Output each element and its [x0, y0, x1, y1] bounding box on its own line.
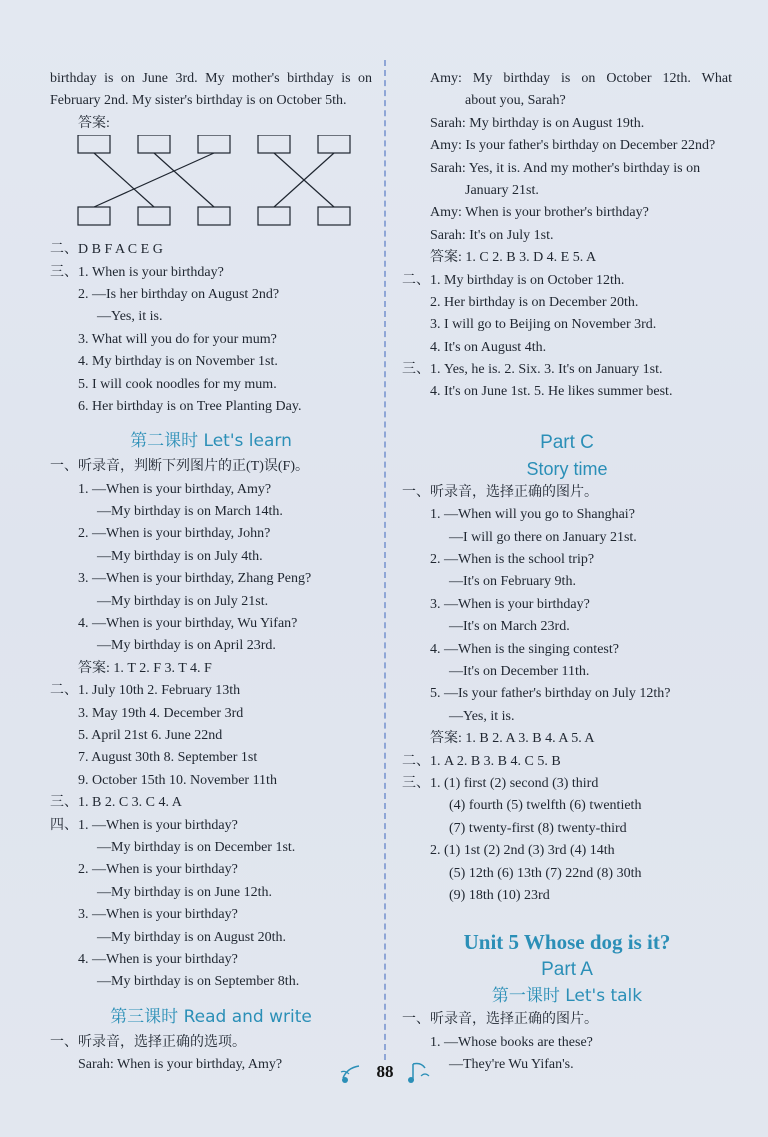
text-line: 6. Her birthday is on Tree Planting Day.: [78, 398, 302, 414]
column-divider: [384, 60, 386, 1060]
text-line: Amy: My birthday is on October 12th. What: [430, 71, 732, 86]
text-line: 5. —Is your father's birthday on July 12th?: [430, 686, 671, 702]
text-line: 1. —Whose books are these?: [430, 1034, 593, 1050]
text-line: 5. I will cook noodles for my mum.: [78, 376, 277, 392]
text-line: Sarah: My birthday is on August 19th.: [430, 115, 645, 131]
lesson-heading: 第三课时 Read and write: [110, 1006, 312, 1027]
top-box: [198, 135, 230, 153]
text-line: Sarah: When is your birthday, Amy?: [78, 1057, 283, 1073]
text-line: 7. August 30th 8. September 1st: [78, 750, 258, 766]
music-note-icon: [407, 1058, 431, 1086]
text-line: —It's on February 9th.: [449, 574, 576, 590]
answer-line: 答案: 1. B 2. A 3. B 4. A 5. A: [430, 731, 595, 747]
text-line: —My birthday is on August 20th.: [97, 929, 287, 945]
text-line: —Yes, it is.: [97, 309, 163, 325]
text-line: 二、1. July 10th 2. February 13th: [50, 683, 241, 699]
section-heading: Story time: [526, 458, 608, 479]
text-line: (9) 18th (10) 23rd: [449, 887, 550, 903]
top-box: [258, 135, 290, 153]
text-line: 三、1. (1) first (2) second (3) third: [402, 775, 599, 791]
text-line: Amy: Is your father's birthday on December 22nd?: [430, 138, 716, 154]
bottom-box: [78, 207, 110, 225]
text-line: 2. —When is the school trip?: [430, 552, 595, 568]
part-heading: Part A: [541, 959, 593, 981]
answer-label: 答案:: [78, 115, 110, 131]
text-line: Sarah: Yes, it is. And my mother's birthday is on: [430, 160, 701, 176]
text-line: 二、1. My birthday is on October 12th.: [402, 272, 625, 288]
text-line: 二、1. A 2. B 3. B 4. C 5. B: [402, 753, 561, 769]
matching-lines-svg: [74, 135, 374, 239]
text-line: 4. It's on August 4th.: [430, 339, 547, 355]
part-heading: Part C: [540, 431, 594, 453]
section-answer: 二、D B F A C E G: [50, 242, 163, 258]
text-line: —It's on March 23rd.: [449, 619, 570, 635]
text-line: 4. —When is the singing contest?: [430, 641, 619, 657]
text-line: 3. —When is your birthday, Zhang Peng?: [78, 571, 312, 587]
answer-line: 答案: 1. C 2. B 3. D 4. E 5. A: [430, 250, 597, 266]
text-line: —My birthday is on June 12th.: [97, 884, 272, 900]
text-line: Sarah: It's on July 1st.: [430, 227, 554, 243]
match-line: [154, 153, 214, 207]
text-line: —My birthday is on July 21st.: [97, 593, 269, 609]
instruction: 一、听录音，判断下列图片的正(T)误(F)。: [50, 459, 309, 475]
text-line: —My birthday is on September 8th.: [97, 974, 300, 990]
top-box: [138, 135, 170, 153]
unit-heading: Unit 5 Whose dog is it?: [463, 930, 671, 955]
text-line: 5. April 21st 6. June 22nd: [78, 727, 223, 743]
text-line: Amy: When is your brother's birthday?: [430, 205, 649, 221]
text-line: —My birthday is on March 14th.: [97, 504, 283, 520]
text-line: (7) twenty-first (8) twenty-third: [449, 820, 627, 836]
text-line: 3. May 19th 4. December 3rd: [78, 705, 244, 721]
text-line: January 21st.: [465, 182, 539, 198]
text-line: 2. Her birthday is on December 20th.: [430, 294, 639, 310]
instruction: 一、听录音，选择正确的图片。: [402, 484, 598, 500]
text-line: birthday is on June 3rd. My mother's birthday is on: [50, 71, 372, 86]
page-number: 88: [376, 1062, 394, 1081]
text-line: 1. —When will you go to Shanghai?: [430, 507, 635, 523]
instruction: 一、听录音，选择正确的图片。: [402, 1012, 598, 1028]
text-line: 2. —Is her birthday on August 2nd?: [78, 286, 280, 302]
text-line: 4. —When is your birthday, Wu Yifan?: [78, 616, 298, 632]
lesson-heading: 第一课时 Let's talk: [491, 986, 643, 1007]
text-line: 3. —When is your birthday?: [78, 907, 238, 923]
page-number-area: [345, 1058, 425, 1088]
top-box: [318, 135, 350, 153]
answer-line: 答案: 1. T 2. F 3. T 4. F: [78, 660, 212, 676]
text-line: about you, Sarah?: [465, 93, 566, 109]
text-line: —Yes, it is.: [449, 708, 515, 724]
text-line: 四、1. —When is your birthday?: [50, 817, 238, 833]
left-column: [50, 68, 372, 1076]
bottom-box: [138, 207, 170, 225]
text-line: —It's on December 11th.: [449, 663, 590, 679]
text-line: February 2nd. My sister's birthday is on October 5th.: [50, 93, 347, 109]
text-line: 2. —When is your birthday?: [78, 862, 238, 878]
text-line: 3. —When is your birthday?: [430, 596, 590, 612]
bottom-box: [318, 207, 350, 225]
text-line: 三、1. When is your birthday?: [50, 264, 224, 280]
top-box: [78, 135, 110, 153]
text-line: —My birthday is on December 1st.: [97, 839, 296, 855]
text-line: 2. —When is your birthday, John?: [78, 526, 271, 542]
text-line: 3. What will you do for your mum?: [78, 331, 277, 347]
music-note-icon: [339, 1058, 363, 1086]
instruction: 一、听录音，选择正确的选项。: [50, 1034, 246, 1050]
lesson-heading: 第二课时 Let's learn: [130, 431, 292, 452]
match-line: [94, 153, 214, 207]
text-line: —My birthday is on July 4th.: [97, 548, 263, 564]
bottom-box: [198, 207, 230, 225]
text-line: 3. I will go to Beijing on November 3rd.: [430, 317, 657, 333]
text-line: 4. —When is your birthday?: [78, 951, 238, 967]
right-column: [402, 68, 732, 1076]
text-line: 三、1. B 2. C 3. C 4. A: [50, 795, 182, 811]
text-line: 4. My birthday is on November 1st.: [78, 354, 278, 370]
text-line: 9. October 15th 10. November 11th: [78, 772, 277, 788]
text-line: —My birthday is on April 23rd.: [97, 638, 276, 654]
text-line: (4) fourth (5) twelfth (6) twentieth: [449, 798, 642, 814]
text-line: 2. (1) 1st (2) 2nd (3) 3rd (4) 14th: [430, 843, 615, 859]
text-line: —I will go there on January 21st.: [449, 529, 637, 545]
text-line: 三、1. Yes, he is. 2. Six. 3. It's on January 1st.: [402, 362, 663, 378]
text-line: (5) 12th (6) 13th (7) 22nd (8) 30th: [449, 865, 642, 881]
text-line: 4. It's on June 1st. 5. He likes summer best.: [430, 384, 673, 400]
text-line: 1. —When is your birthday, Amy?: [78, 481, 272, 497]
match-line: [94, 153, 154, 207]
matching-answer-diagram: [74, 135, 374, 239]
text-line: —They're Wu Yifan's.: [449, 1057, 574, 1073]
bottom-box: [258, 207, 290, 225]
